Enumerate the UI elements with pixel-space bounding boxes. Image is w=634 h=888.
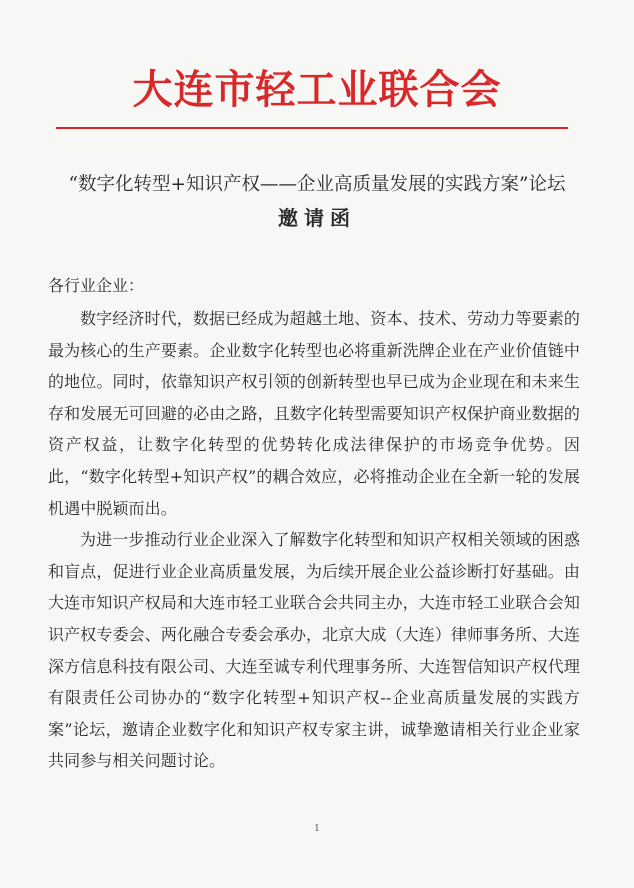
document-title: “数字化转型+知识产权——企业高质量发展的实践方案”论坛 (68, 174, 566, 195)
paragraph: 为进一步推动行业企业深入了解数字化转型和知识产权相关领域的困惑和盲点，促进行业企业高质量发展，为后续开展企业公益诊断打好基础。由大连市知识产权局和大连市轻工业联合会共同主办，大连市轻工业联合会知识产权专委会、两化融合专委会承办，北京大成（大连）律师事务所、大连深方信息科技有限公司、大连至诚专利代理事务所、大连智信知识产权代理有限责任公司协办的“数字化转型+知识产权--企业高质量发展的实践方案”论坛，邀请企业数字化和知识产权专家主讲，诚挚邀请相关行业企业家共同参与相关问题讨论。 (48, 530, 580, 771)
letterhead-org-name: 大连市轻工业联合会 (132, 66, 502, 113)
letter-body (48, 303, 580, 777)
salutation: 各行业企业： (48, 276, 145, 295)
document-subtitle: 邀请函 (278, 206, 356, 230)
page-number: 1 (314, 824, 320, 834)
paragraph: 数字经济时代，数据已经成为超越土地、资本、技术、劳动力等要素的最为核心的生产要素。企业数字化转型也必将重新洗牌企业在产业价值链中的地位。同时，依靠知识产权引领的创新转型也早已成为企业现在和未来生存和发展无可回避的必由之路，且数字化转型需要知识产权保护商业数据的资产权益，让数字化转型的优势转化成法律保护的市场竞争优势。因此，“数字化转型+知识产权”的耦合效应，必将推动企业在全新一轮的发展机遇中脱颖而出。 (48, 309, 580, 518)
letterhead-divider (56, 127, 568, 129)
